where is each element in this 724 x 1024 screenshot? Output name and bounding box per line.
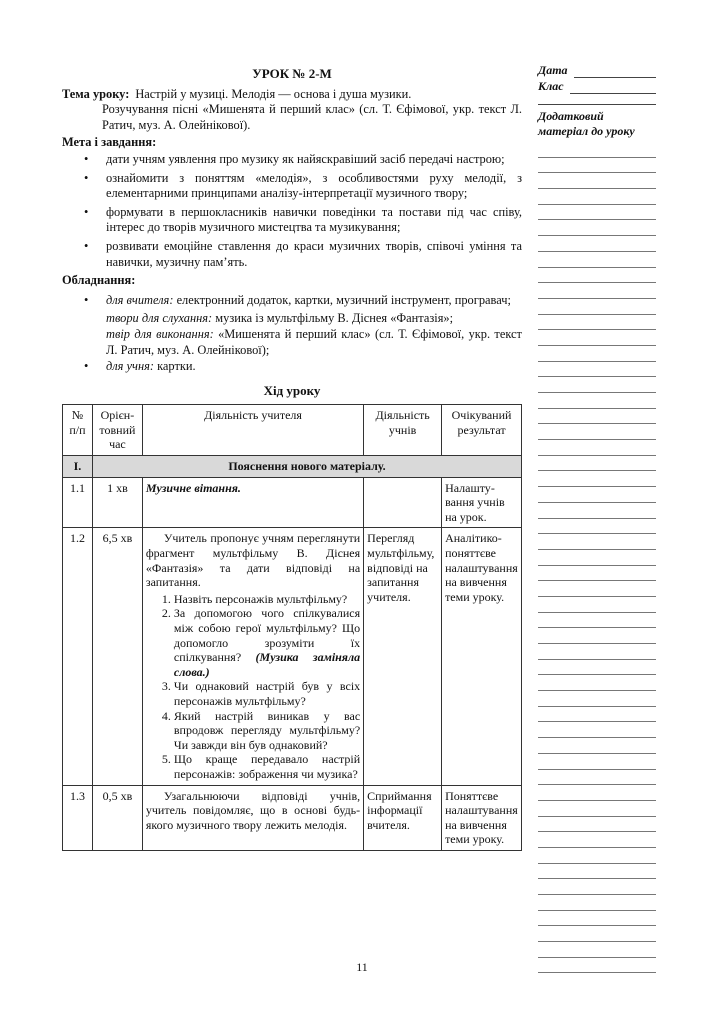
note-line[interactable] — [538, 503, 656, 519]
equipment-student-list — [62, 359, 522, 375]
date-label: Дата — [538, 63, 568, 77]
header-students: Діяльність учнів — [364, 405, 442, 456]
row-time: 1 хв — [92, 477, 142, 528]
note-line[interactable] — [538, 158, 656, 174]
note-line[interactable] — [538, 864, 656, 880]
note-line[interactable] — [538, 283, 656, 299]
note-line[interactable] — [538, 707, 656, 723]
section-title: Пояснення нового матеріалу. — [92, 456, 521, 478]
bullet-icon: • — [84, 238, 89, 253]
goals-list — [62, 152, 522, 270]
equipment-perform: твір для виконання: «Мишенята й перший клас» (сл. Т. Єфімової, укр. текст Л. Ратич, муз. А. Олейнікової); — [106, 326, 522, 357]
row-students — [364, 477, 442, 528]
section-row — [63, 456, 522, 478]
note-line[interactable] — [538, 550, 656, 566]
note-line[interactable] — [538, 770, 656, 786]
sidebar-notes — [538, 62, 656, 973]
extra-material-label: Додатковий матеріал до уроку — [538, 109, 635, 138]
question-list — [146, 592, 360, 782]
class-row — [538, 78, 656, 94]
row-time: 0,5 хв — [92, 785, 142, 850]
header-num: № п/п — [63, 405, 93, 456]
class-line[interactable] — [570, 82, 656, 94]
note-line[interactable] — [538, 330, 656, 346]
topic-row — [62, 87, 522, 103]
row-teacher: Узагальнюючи відповіді учнів, учитель повідомляє, що в основі будь-якого музичного твору лежить мелодія. — [142, 785, 363, 850]
note-line[interactable] — [538, 801, 656, 817]
equipment-label: Обладнання: — [62, 273, 136, 288]
note-line[interactable] — [538, 581, 656, 597]
equipment-listen: твори для слухання: музика із мультфільму В. Діснея «Фантазія»; — [106, 311, 454, 326]
date-line[interactable] — [574, 66, 656, 78]
lesson-heading: Хід уроку — [263, 382, 321, 398]
note-line[interactable] — [538, 142, 656, 158]
note-lines[interactable] — [538, 142, 656, 973]
class-label: Клас — [538, 79, 564, 93]
page-title: УРОК № 2-М — [252, 66, 332, 81]
question-item: 3. Чи однаковий настрій був у всіх персонажів мультфільму? — [174, 679, 360, 708]
lesson-table — [62, 404, 522, 851]
row-teacher: Музичне вітання. — [142, 477, 363, 528]
note-line[interactable] — [538, 456, 656, 472]
section-num: I. — [63, 456, 93, 478]
lesson-plan — [62, 66, 522, 851]
note-line[interactable] — [538, 613, 656, 629]
table-row — [63, 528, 522, 785]
table-row — [63, 785, 522, 850]
note-line[interactable] — [538, 173, 656, 189]
question-note: (Музика заміняла слова.) — [173, 650, 361, 679]
note-line[interactable] — [538, 566, 656, 582]
note-line[interactable] — [538, 393, 656, 409]
question-item: 1. Назвіть персонажів мультфільму? — [174, 592, 360, 607]
note-line[interactable] — [538, 315, 656, 331]
note-line[interactable] — [538, 424, 656, 440]
equipment-teacher: • для вчителя: електронний додаток, картки, музичний інструмент, програвач; — [84, 292, 511, 307]
header-result: Очікуваний результат — [442, 405, 522, 456]
note-line[interactable] — [538, 911, 656, 927]
row-num: 1.2 — [63, 528, 93, 785]
table-header-row — [63, 405, 522, 456]
topic-song: Розучування пісні «Мишенята й перший клас» (сл. Т. Єфімової, укр. текст Л. Ратич, муз. А. Олейнікової). — [102, 102, 522, 132]
bullet-icon: • — [84, 151, 89, 166]
note-line[interactable] — [538, 597, 656, 613]
header-time: Орієнтовний час — [92, 405, 142, 456]
goal-item: • дати учням уявлення про музику як найяскравіший засіб передачі настрою; — [84, 151, 505, 166]
note-line[interactable] — [538, 346, 656, 362]
row-result: Поняттєве налаштування на вивчення теми уроку. — [442, 785, 522, 850]
note-line[interactable] — [538, 220, 656, 236]
question-item: 2. За допомогою чого спілкувалися між собою герої мультфільму? Що допомогло зрозуміти їх спілкування? (Музика заміняла слова.) — [174, 606, 360, 679]
row-result: Налаштування учнів на урок. — [442, 477, 522, 528]
note-line[interactable] — [538, 362, 656, 378]
note-line[interactable] — [538, 252, 656, 268]
note-line[interactable] — [538, 628, 656, 644]
bullet-icon: • — [84, 204, 89, 219]
note-line[interactable] — [538, 738, 656, 754]
note-line[interactable] — [538, 879, 656, 895]
row-result: Аналітикопоняттєве налаштування на вивчення теми уроку. — [442, 528, 522, 785]
note-line[interactable] — [538, 675, 656, 691]
question-item: 4. Який настрій виникав у вас впродовж перегляду мультфільму? Чи завжди він був однаковий? — [174, 709, 360, 753]
page-number: 11 — [356, 960, 368, 974]
note-line[interactable] — [538, 848, 656, 864]
note-line[interactable] — [538, 722, 656, 738]
topic-text: Настрій у музиці. Мелодія — основа і душа музики. — [135, 86, 412, 101]
note-line[interactable] — [538, 660, 656, 676]
bullet-icon: • — [84, 292, 89, 307]
note-line[interactable] — [538, 832, 656, 848]
row-num: 1.1 — [63, 477, 93, 528]
note-line[interactable] — [538, 268, 656, 284]
note-line[interactable] — [538, 754, 656, 770]
note-line[interactable] — [538, 691, 656, 707]
goal-item: • ознайомити з поняттям «мелодія», з особливостями руху мелодії, з елементарними принципами аналізу-інтерпретації музичного твору; — [84, 170, 522, 201]
header-teacher: Діяльність учителя — [142, 405, 363, 456]
question-item: 5. Що краще передавало настрій персонажів: зображення чи музика? — [174, 752, 360, 781]
bullet-icon: • — [84, 359, 89, 374]
note-line[interactable] — [538, 205, 656, 221]
note-line[interactable] — [538, 817, 656, 833]
note-line[interactable] — [538, 644, 656, 660]
topic-label: Тема уроку: — [62, 86, 130, 101]
note-line[interactable] — [538, 926, 656, 942]
row-teacher-intro: Учитель пропонує учням переглянути фрагмент мультфільму В. Діснея «Фантазія» та дати відповіді на запитання. — [145, 531, 361, 590]
bullet-icon: • — [84, 170, 89, 185]
table-row — [63, 477, 522, 528]
equipment-student: • для учня: картки. — [84, 359, 196, 374]
divider-line — [538, 94, 656, 105]
row-students: Перегляд мультфільму, відповіді на запитання учителя. — [364, 528, 442, 785]
note-line[interactable] — [538, 785, 656, 801]
row-num: 1.3 — [63, 785, 93, 850]
equipment-list — [62, 293, 522, 309]
note-line[interactable] — [538, 471, 656, 487]
note-line[interactable] — [538, 942, 656, 958]
goal-item: • формувати в першокласників навички поведінки та постави під час співу, інтерес до творів музичного мистецтва та музикування; — [84, 204, 522, 235]
goal-item: • розвивати емоційне ставлення до краси музичних творів, співочі уміння та навички, музичну пам’ять. — [84, 238, 522, 269]
note-line[interactable] — [538, 409, 656, 425]
note-line[interactable] — [538, 519, 656, 535]
date-row — [538, 62, 656, 78]
goals-label: Мета і завдання: — [62, 135, 157, 150]
note-line[interactable] — [538, 440, 656, 456]
note-line[interactable] — [538, 299, 656, 315]
note-line[interactable] — [538, 189, 656, 205]
row-time: 6,5 хв — [92, 528, 142, 785]
note-line[interactable] — [538, 895, 656, 911]
note-line[interactable] — [538, 487, 656, 503]
row-students: Сприймання інформації вчителя. — [364, 785, 442, 850]
note-line[interactable] — [538, 236, 656, 252]
note-line[interactable] — [538, 377, 656, 393]
note-line[interactable] — [538, 534, 656, 550]
row-teacher — [142, 528, 363, 785]
